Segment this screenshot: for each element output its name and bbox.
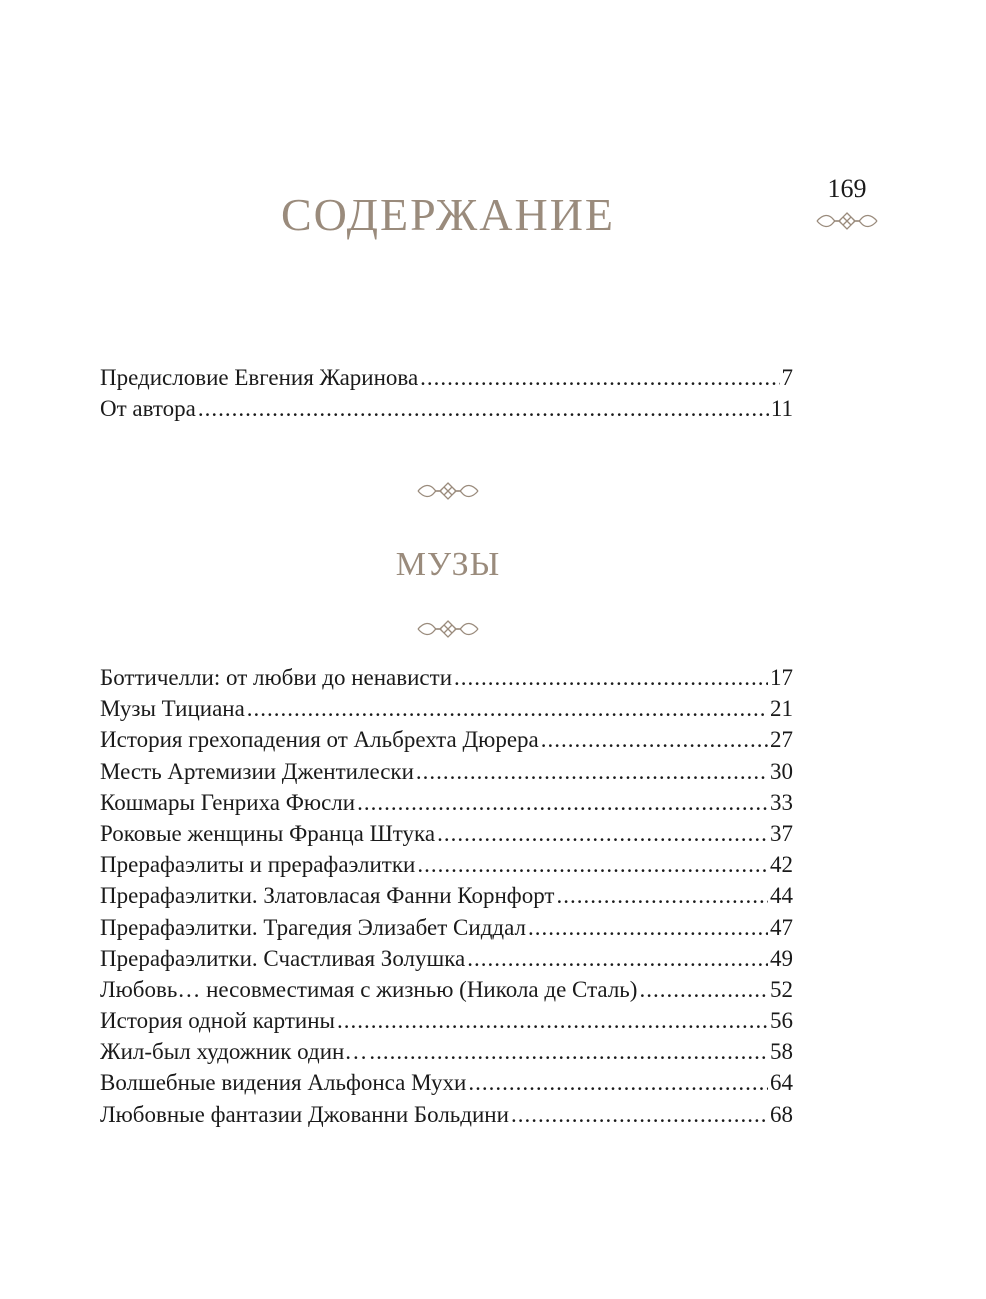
toc-leader-dots bbox=[198, 393, 769, 424]
toc-leader-dots bbox=[467, 943, 768, 974]
toc-entry bbox=[100, 787, 793, 818]
toc-entry-page: 37 bbox=[770, 820, 793, 846]
toc-leader-dots bbox=[416, 756, 768, 787]
toc-entry bbox=[100, 1005, 793, 1036]
toc-entry bbox=[100, 756, 793, 787]
toc-entry-title: Предисловие Евгения Жаринова bbox=[100, 365, 419, 390]
toc-leader-dots bbox=[468, 1067, 768, 1098]
toc-entry bbox=[100, 818, 793, 849]
toc-entry bbox=[100, 1099, 793, 1130]
toc-entry-page: 47 bbox=[770, 914, 793, 940]
toc-leader-dots bbox=[511, 1099, 768, 1130]
toc-entry-title: Прерафаэлитки. Златовласая Фанни Корнфорт bbox=[100, 883, 555, 909]
toc-section-list bbox=[100, 662, 793, 1130]
toc-entry-page: 33 bbox=[770, 789, 793, 815]
toc-entry-title: Любовные фантазии Джованни Больдини bbox=[100, 1101, 509, 1127]
toc-entry-title: Прерафаэлитки. Трагедия Элизабет Сиддал bbox=[100, 914, 526, 940]
toc-entry-page: 56 bbox=[770, 1008, 793, 1034]
toc-entry-page: 27 bbox=[770, 727, 793, 753]
toc-entry bbox=[100, 393, 793, 424]
toc-entry-title: Волшебные видения Альфонса Мухи bbox=[100, 1070, 467, 1096]
toc-entry-page: 44 bbox=[770, 883, 793, 909]
toc-entry bbox=[100, 880, 793, 911]
toc-leader-dots bbox=[357, 787, 768, 818]
toc-entry-title: Прерафаэлиты и прерафаэлитки bbox=[100, 852, 416, 878]
toc-leader-dots bbox=[454, 662, 768, 693]
toc-entry bbox=[100, 362, 793, 393]
toc-entry-title: От автора bbox=[100, 396, 196, 422]
toc-entry-title: История одной картины bbox=[100, 1008, 335, 1034]
toc-entry bbox=[100, 849, 793, 880]
page-title: СОДЕРЖАНИЕ bbox=[280, 189, 616, 240]
toc-entry-title: Жил-был художник один… bbox=[100, 1039, 368, 1065]
toc-leader-dots bbox=[247, 693, 768, 724]
toc-entry bbox=[100, 724, 793, 755]
toc-entry-title: Месть Артемизии Джентилески bbox=[100, 758, 414, 784]
toc-leader-dots bbox=[369, 1036, 768, 1067]
toc-entry-title: Прерафаэлитки. Счастливая Золушка bbox=[100, 945, 466, 971]
flourish-ornament-icon bbox=[416, 618, 480, 640]
page-number: 169 bbox=[827, 174, 867, 203]
toc-leader-dots bbox=[437, 818, 768, 849]
toc-leader-dots bbox=[541, 724, 768, 755]
toc-entry-page: 7 bbox=[781, 365, 793, 390]
toc-leader-dots bbox=[417, 849, 768, 880]
flourish-ornament-icon bbox=[416, 480, 480, 502]
toc-leader-dots bbox=[528, 912, 768, 943]
toc-entry-page: 30 bbox=[770, 758, 793, 784]
toc-entry-title: Боттичелли: от любви до ненависти bbox=[100, 665, 452, 690]
toc-entry-page: 58 bbox=[770, 1039, 793, 1065]
toc-intro-list bbox=[100, 362, 793, 424]
toc-entry-title: История грехопадения от Альбрехта Дюрера bbox=[100, 727, 539, 753]
toc-leader-dots bbox=[556, 880, 768, 911]
toc-entry bbox=[100, 662, 793, 693]
toc-entry-page: 17 bbox=[770, 665, 793, 690]
toc-entry-title: Любовь… несовместимая с жизнью (Никола де Сталь) bbox=[100, 976, 638, 1002]
toc-entry-title: Музы Тициана bbox=[100, 696, 245, 722]
toc-entry bbox=[100, 1067, 793, 1098]
toc-entry-page: 64 bbox=[770, 1070, 793, 1096]
toc-entry-page: 49 bbox=[770, 945, 793, 971]
toc-leader-dots bbox=[420, 362, 779, 393]
toc-entry-title: Роковые женщины Франца Штука bbox=[100, 820, 436, 846]
toc-entry bbox=[100, 943, 793, 974]
toc-entry-page: 42 bbox=[770, 852, 793, 878]
toc-entry-title: Кошмары Генриха Фюсли bbox=[100, 789, 356, 815]
toc-entry bbox=[100, 912, 793, 943]
toc-entry-page: 21 bbox=[770, 696, 793, 722]
toc-leader-dots bbox=[337, 1005, 768, 1036]
toc-entry bbox=[100, 974, 793, 1005]
toc-leader-dots bbox=[639, 974, 768, 1005]
section-title: МУЗЫ bbox=[395, 546, 501, 583]
toc-entry-page: 52 bbox=[770, 976, 793, 1002]
toc-entry-page: 11 bbox=[770, 396, 793, 422]
toc-entry-page: 68 bbox=[770, 1101, 793, 1127]
toc-entry bbox=[100, 693, 793, 724]
toc-entry bbox=[100, 1036, 793, 1067]
